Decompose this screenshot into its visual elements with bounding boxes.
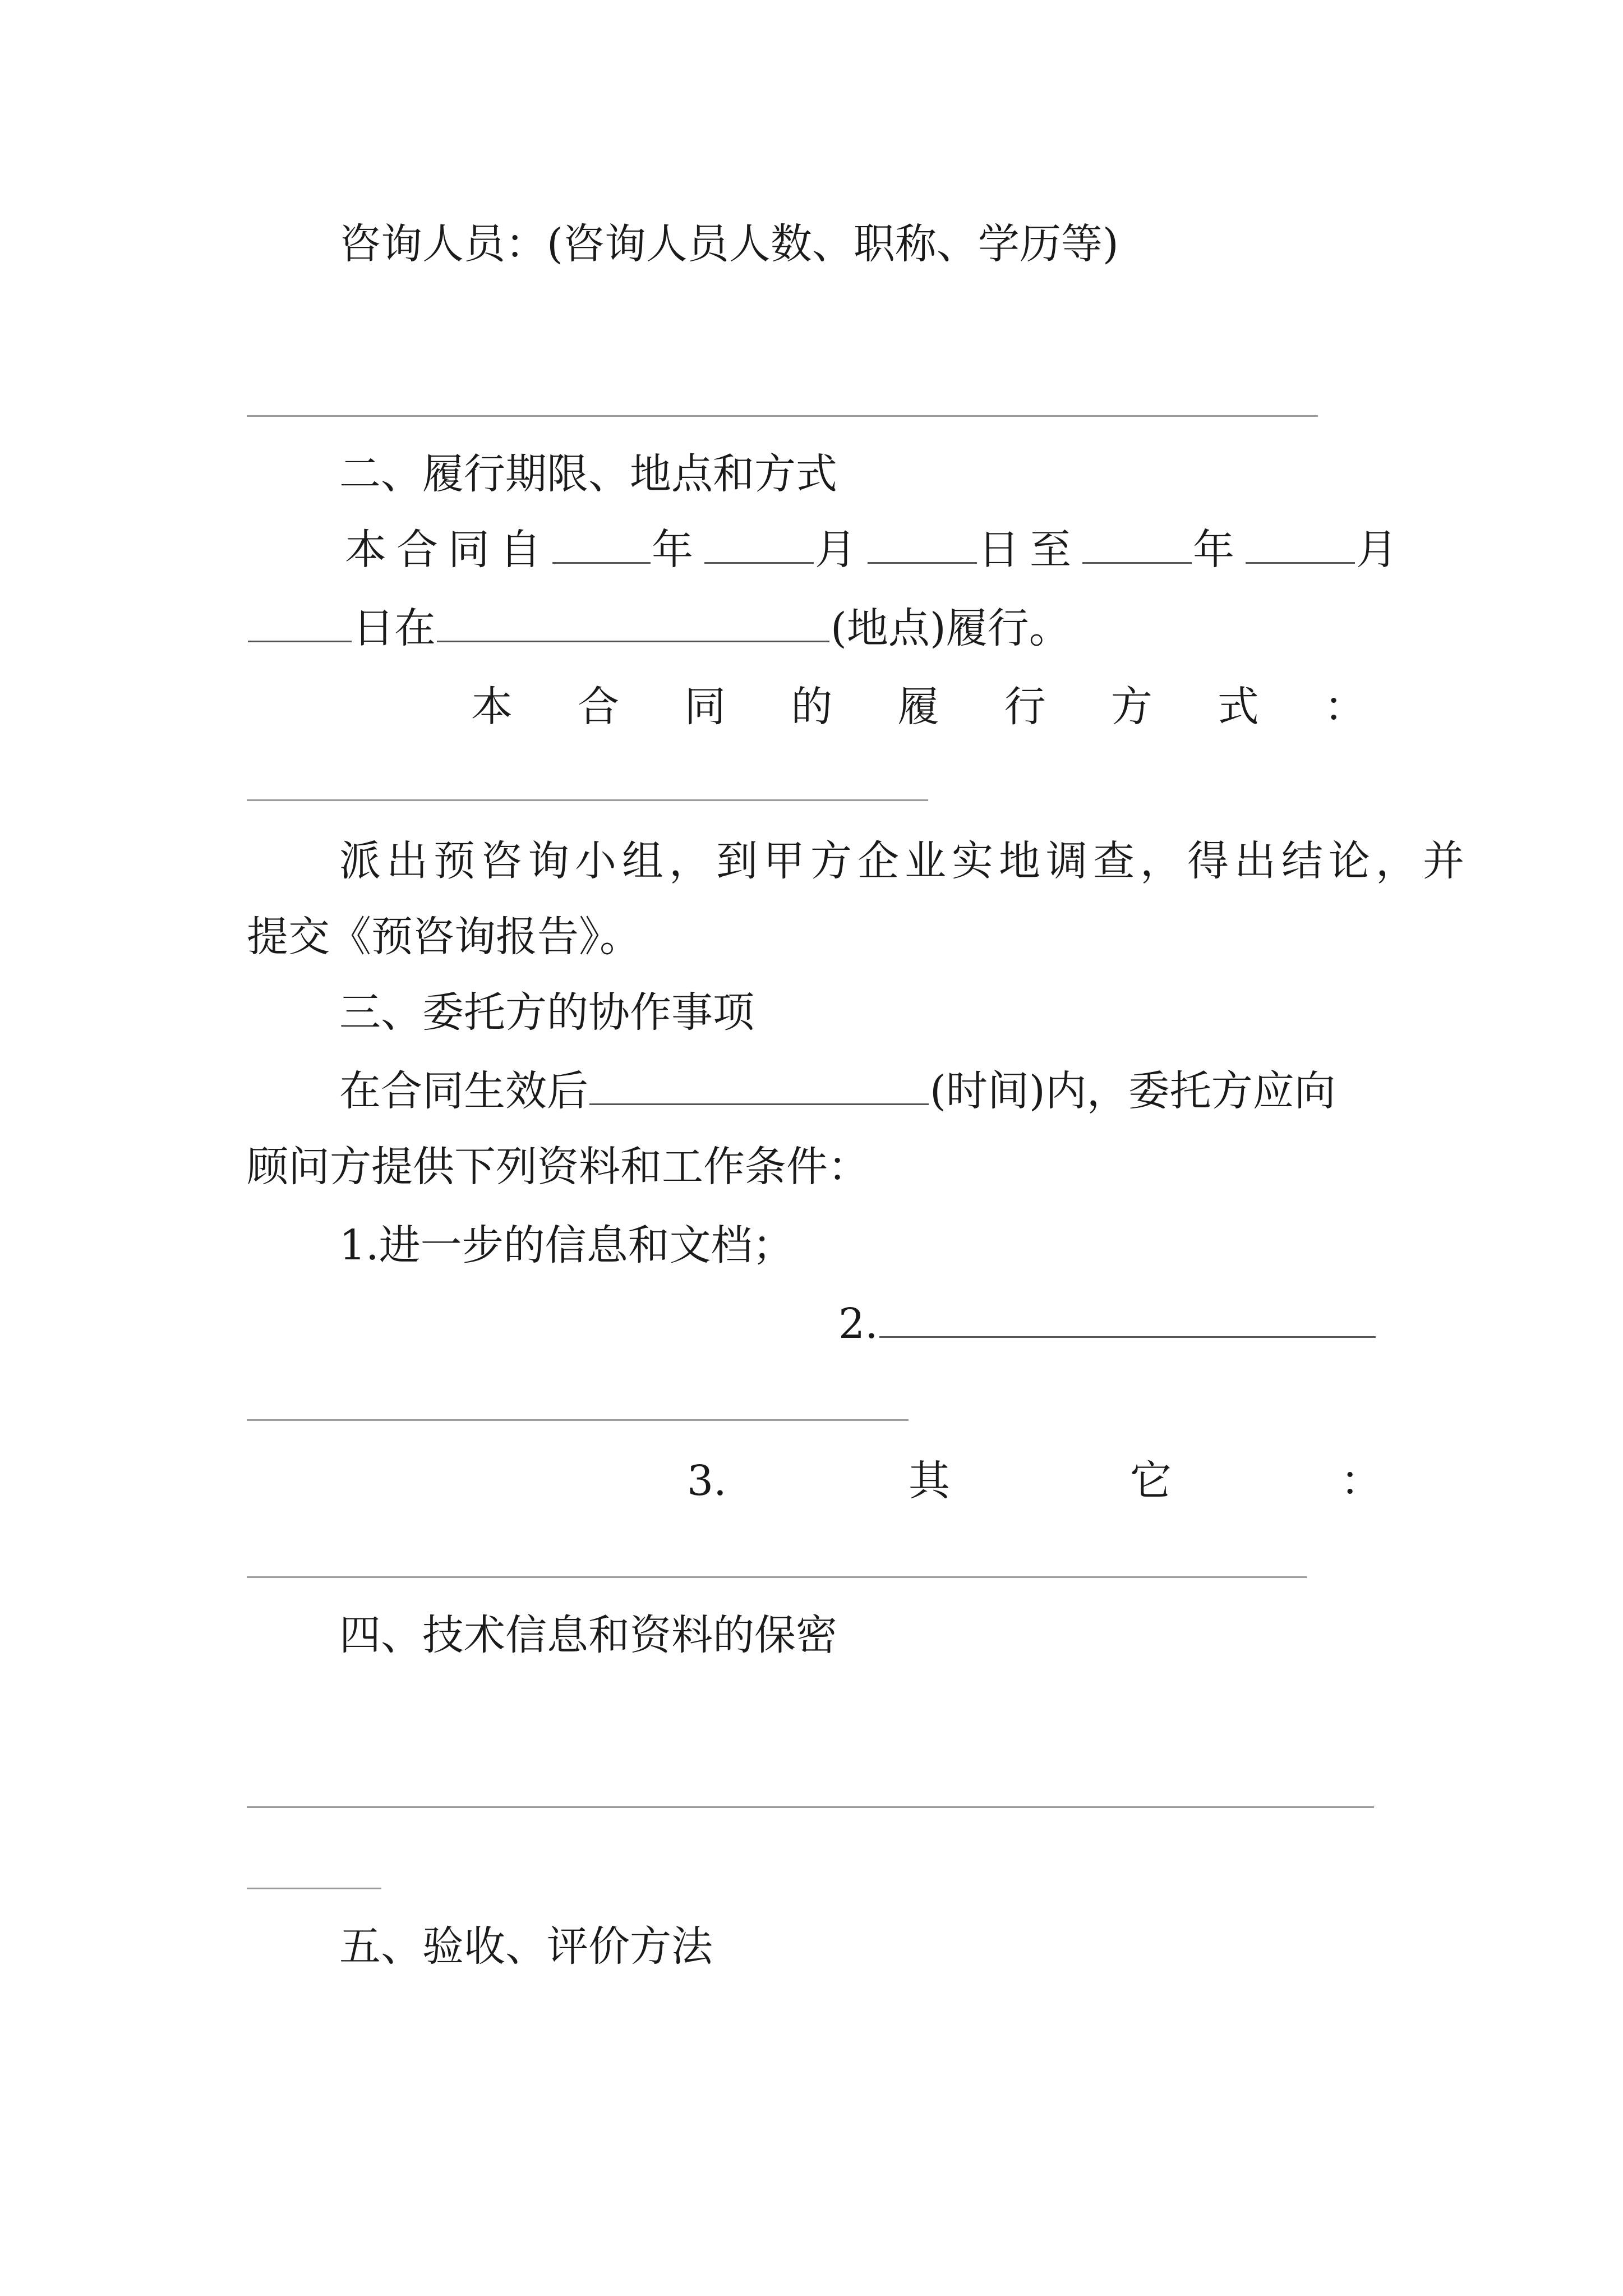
item-2-label: 2. (838, 1300, 878, 1348)
method-char: ： (1324, 683, 1366, 731)
list-item-1: 1.进一步的信息和文档； (339, 1221, 794, 1269)
method-char: 履 (897, 683, 939, 731)
end-year-blank[interactable] (1082, 556, 1192, 564)
cooperation-line-2: 顾问方提供下列资料和工作条件： (247, 1143, 869, 1191)
time-blank[interactable] (589, 1098, 929, 1105)
fill-line (247, 799, 928, 801)
section-5-heading: 五、验收、评价方法 (339, 1922, 713, 1971)
fill-line (247, 1806, 1374, 1808)
method-paragraph-cont: 提交《预咨询报告》。 (247, 913, 641, 961)
end-month-blank[interactable] (1246, 556, 1355, 564)
section-3-heading: 三、委托方的协作事项 (339, 988, 754, 1037)
method-char: 式 (1217, 683, 1259, 731)
method-char: 合 (578, 683, 620, 731)
item-2-blank[interactable] (879, 1331, 1376, 1338)
section-2-heading: 二、履行期限、地点和方式 (339, 450, 837, 498)
term-line-1 (345, 522, 1408, 578)
cooperation-prefix: 在合同生效后 (339, 1067, 588, 1115)
fill-line (247, 1888, 381, 1889)
item-3-colon: ： (1340, 1457, 1382, 1505)
day-at-text: 日在 (353, 604, 436, 652)
consultants-line: 咨询人员：(咨询人员人数、职称、学历等) (339, 220, 1119, 268)
day-to-text: 日至 (978, 526, 1081, 574)
start-year-blank[interactable] (552, 556, 651, 564)
term-line-2 (247, 600, 1071, 656)
month-text: 月 (815, 526, 866, 574)
method-paragraph: 派出预咨询小组，到甲方企业实地调查，得出结论，并 (339, 837, 1470, 885)
month2-text: 月 (1356, 526, 1408, 574)
method-char: 的 (791, 683, 833, 731)
method-char: 同 (684, 683, 726, 731)
year-text: 年 (652, 526, 703, 574)
start-day-blank[interactable] (868, 556, 977, 564)
place-suffix-text: (地点)履行。 (831, 604, 1071, 652)
place-blank[interactable] (437, 635, 829, 642)
list-item-2 (838, 1296, 1377, 1352)
item-3-number: 3. (687, 1457, 727, 1505)
end-day-blank[interactable] (248, 635, 352, 642)
fill-line (247, 1419, 909, 1421)
term-from-text: 本合同自 (345, 526, 551, 574)
year2-text: 年 (1193, 526, 1244, 574)
item-3-char: 它 (1130, 1457, 1172, 1505)
cooperation-suffix: (时间)内，委托方应向 (930, 1067, 1336, 1115)
cooperation-line-1 (339, 1063, 1336, 1119)
fill-line (247, 1576, 1307, 1578)
method-char: 方 (1110, 683, 1152, 731)
fill-line (247, 415, 1318, 417)
item-3-char: 其 (909, 1457, 950, 1505)
method-char: 行 (1004, 683, 1046, 731)
start-month-blank[interactable] (704, 556, 814, 564)
section-4-heading: 四、技术信息和资料的保密 (339, 1611, 837, 1659)
method-char: 本 (471, 683, 513, 731)
method-line (471, 679, 1366, 735)
